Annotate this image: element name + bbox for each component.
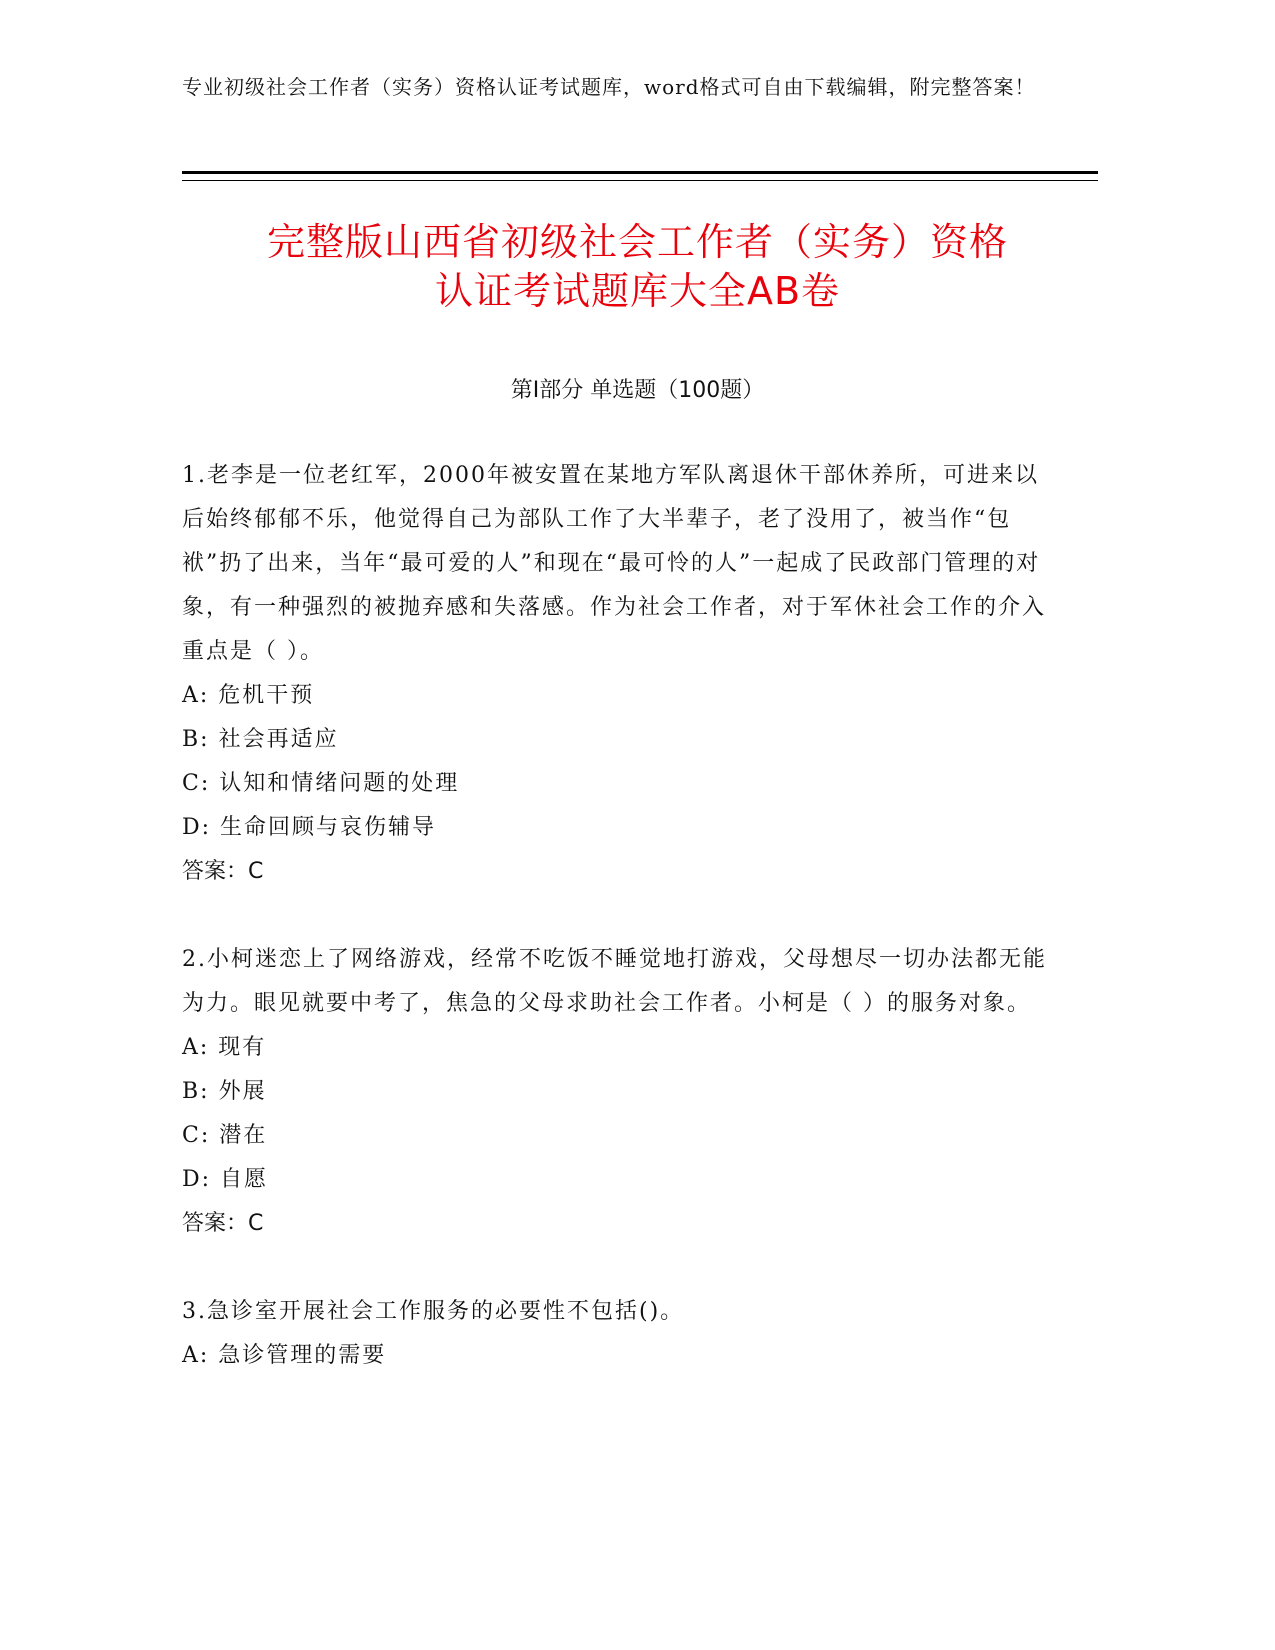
question-stem: 1.老李是一位老红军，2000年被安置在某地方军队离退休干部休养所，可进来以后始终郁郁不乐，他觉得自己为部队工作了大半辈子，老了没用了，被当作“包袱”扔了出来，当年“最可爱的人”和现在“最可怜的人”一起成了民政部门管理的对象，有一种强烈的被抛弃感和失落感。作为社会工作者，对于军休社会工作的介入重点是（ ）。 xyxy=(182,463,1047,664)
question-stem: 3.急诊室开展社会工作服务的必要性不包括()。 xyxy=(182,1299,685,1324)
document-title xyxy=(150,218,1125,316)
section-title: 第I部分 单选题（100题） xyxy=(510,378,765,403)
option-a: A: 现有 xyxy=(182,1035,267,1060)
option-c: C: 认知和情绪问题的处理 xyxy=(182,771,460,796)
question-1 xyxy=(182,454,1062,894)
question-2 xyxy=(182,938,1062,1246)
option-b: B: 外展 xyxy=(182,1079,267,1104)
answer-line: 答案：C xyxy=(182,1211,264,1236)
option-d: D: 自愿 xyxy=(182,1167,269,1192)
header-rule-thick xyxy=(182,171,1098,174)
option-a: A: 急诊管理的需要 xyxy=(182,1343,387,1368)
answer-line: 答案：C xyxy=(182,859,264,884)
question-3 xyxy=(182,1290,1062,1378)
title-line-1: 完整版山西省初级社会工作者（实务）资格 xyxy=(266,220,1008,264)
question-stem: 2.小柯迷恋上了网络游戏，经常不吃饭不睡觉地打游戏，父母想尽一切办法都无能为力。眼见就要中考了，焦急的父母求助社会工作者。小柯是（ ）的服务对象。 xyxy=(182,947,1047,1016)
document-header: 专业初级社会工作者（实务）资格认证考试题库，word格式可自由下载编辑，附完整答案！ xyxy=(182,75,1036,99)
option-a: A: 危机干预 xyxy=(182,683,315,708)
title-line-2: 认证考试题库大全AB卷 xyxy=(434,269,841,313)
option-b: B: 社会再适应 xyxy=(182,727,339,752)
option-d: D: 生命回顾与哀伤辅导 xyxy=(182,815,437,840)
option-c: C: 潜在 xyxy=(182,1123,268,1148)
header-rule-thin xyxy=(182,180,1098,181)
question-list xyxy=(182,454,1062,1422)
